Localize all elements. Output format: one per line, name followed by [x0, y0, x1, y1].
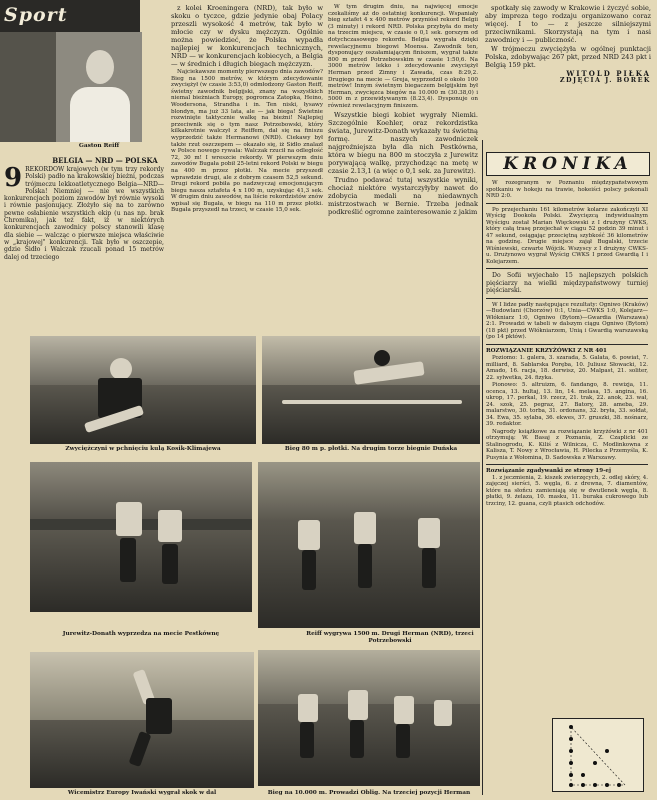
article-paragraph-5: Wszystkie biegi kobiet wygrały Niemki. Szczególnie Koehler, oraz rekordzistka świata, Jurewitz-Donath wykazały tu świetną formę. Z naszych zawodniczek najgroźniejsza była dla nich Pestkówna, która w biegu na 800 m stoczyła z Jurewitz porywającą walkę, przychodząc na metę w czasie 2.13,1 (a więc o 0,1 sek. za Jurewitz). — [328, 110, 478, 175]
article-paragraph-4: W tym drugim dniu, na najwięcej emocje czekaliśmy aż do ostatniej konkurencji. Wspaniały bieg sztafet 4 x 400 metrów przyniósł rekord Belgii (3 minuty) i rekord NRD. Polska przybyła do mety na trzecim miejscu, w czasie o 0,1 sek. gorszym od dotychczasowego rekordu. Belgia wygrała dzięki rewelacyjnemu biegowi Moensa. Zawodnik ten, dysponujący oszałamiającym finiszem, wygrał także 800 m przed Potrzebowskim w czasie 1:50,6. Na 3000 metrów lekko i zdecydowanie zwyciężył Herman przed Zimny i Zawada, czas 8:29,2. Drugiego na mecie — Greja, wyprzedził o około 100 metrów! Innym świetnym biegaczem belgijskim był Herman, zwycięzca biegów na 10.000 m (30.38,0) i 5000 m z przewidywanym (8.23,4). Dysponuje on również rewelacyjnym finiszem. — [328, 4, 478, 109]
caption-10000m: Bieg na 10.000 m. Prowadzi Oblig. Na trzeciej pozycji Herman — [267, 790, 471, 796]
photo-credit: ZDJĘCIA J. BOREK — [559, 76, 651, 85]
dot-triangle-icon — [553, 719, 643, 791]
article-paragraph-6: Trudno podawać tutaj wszystkie wyniki, chociaż niektóre wystarczyłyby nawet do zdobycia medali na niedawnych mistrzostwach w Bernie. Trzeba jednak podkreślić ogromne zainteresowanie z jakim — [328, 175, 478, 216]
article-column-3 — [328, 4, 478, 330]
portrait-photo — [56, 32, 142, 142]
kronika-item-3: Do Sofii wyjechało 15 najlepszych polskich pięściarzy na wielki międzypaństwowy turniej pięściarski. — [486, 272, 648, 294]
photo-10000m — [258, 650, 480, 786]
kronika-item-1: W rozegranym w Poznaniu międzypaństwowym spotkaniu w hokeju na trawie, hokeiści polscy pokonali NRD 2:0. — [486, 180, 648, 199]
caption-1500m: Reiff wygrywa 1500 m. Drugi Herman (NRD), trzeci Potrzebowski — [306, 631, 474, 644]
caption-long-jump: Wicemistrz Europy Iwański wygrał skok w dal — [67, 790, 217, 796]
photo-hurdles — [262, 336, 480, 444]
photo-long-jump — [30, 652, 254, 788]
article-paragraph-3: Najciekawsze momenty pierwszego dnia zawodów? Bieg na 1500 metrów, w którym zdecydowanie zwyciężył (w czasie 3:53,0) odmłodzony Gaston Reiff, świetny zawodnik belgijski, znany na wszystkich niemal bieżniach Europy, pogromca Zatopka, Heino, Woodersona, Strandha i in. Ten niski, łysawy blondyn, ma już 33 lata, ale — jak biega! Świetnie rozwinięte taktycznie walkę na bieżni! Najlepiej przeciwnik się o tym nasz Potrzebowski, który kilkakrotnie walczył z Reiffem, dał się na finiszu wyprzedzić także Hermanowi (NRD). Ciekawy był także rzut oszczepem — okazało się, iż Sidło znalazł w Polsce nowego rywala: Walczak rzucił na odległość 72, 30 m! I wreszcie rekordy. W pierwszym dniu zawodów Bugała pobił 25-letni rekord Polski w biegu na 400 m przez płotki. Na mecie przyszedł wprawdzie drugi, ale z dobrym czasem 52,5 sekund. Drugi rekord pobiła po nadzwyczaj emocjonującym biegu nasza sztafeta 4 x 100 m, uzyskując 41,3 sek. W drugim dniu zawodów, na liście rekordzistów znów wpisał się Bugała, w biegu na 110 m przez płotki. Bugała przyszedł na trzeci, w czasie 15,0 sek. — [171, 69, 323, 214]
article-paragraph-7: spotkały się zawody w Krakowie i życzyć sobie, aby impreza tego rodzaju organizowano coraz więcej. I to — z jeszcze silniejszymi przeciwnikami. Skorzystają na tym i nasi zawodnicy i — publiczność. — [485, 4, 651, 44]
caption-hurdles: Bieg 80 m p. płotki. Na drugim torze biegnie Duńska — [284, 446, 458, 452]
portrait-caption: Gaston Reiff — [78, 143, 120, 149]
article-author: WITOLD PIŁKA — [566, 69, 651, 78]
photo-1500m — [258, 462, 480, 628]
article-paragraph-8: W trójmeczu zwyciężyła w ogólnej punktacji Polska, zdobywając 267 pkt, przed NRD 243 pkt i Belgią 159 pkt. — [485, 45, 651, 69]
article-column-2 — [171, 4, 323, 330]
caption-shot-put: Zwyciężczyni w pchnięciu kulą Kosik-Klimajewa — [65, 446, 221, 452]
riddle-title: Rozwiązanie zgadywanki ze strony 19-ej — [486, 468, 611, 474]
riddle-solution: 1. z jeczmienia, 2. kiszek zwierzęcych, 2. odlej skóry, 4. zajęczej sierści, 5. węgla, 6. z drewna, 7. diamentów, które na słońcu zamieniają się w dwutlenek węgla, 8. płatki, 9. żelaza, 10. masku, 11. buraka cukrowego lub trzciny, 12. guana, czyli ptasich odchodów. — [486, 474, 648, 507]
kronika-title-box — [486, 152, 650, 176]
photo-800m-finish — [30, 462, 252, 612]
article-title: BELGIA — NRD — POLSKA — [52, 156, 158, 165]
drop-cap: 9 — [4, 166, 23, 193]
article-paragraph-1: REKORDÓW krajowych (w tym trzy rekordy Polski) padło na krakowskiej bieżni, podczas trójmeczu lekkoatletycznego Belgia—NRD—Polska! Niemniej — nie we wszystkich konkurencjach poziom zawodów był równie wysoki i równie pasjonujący. Złożyło się na to zarówno pewne osłabienie wszystkich ekip (u nas np. brak Chromika), jak też fakt, iż w niektórych konkurencjach zawodnicy polscy stanowili klasę dla siebie — walcząc o pierwsze miejsca właściwie w „krajowej" konkurencji. Tak było w oszczepie, gdzie Sidło i Walczak rzucali ponad 15 metrów dalej od trzeciego — [4, 166, 164, 261]
photo-shot-put — [30, 336, 256, 444]
kronika-title: KRONIKA — [503, 154, 633, 174]
kronika-item-4: W I lidze padły następujące rezultaty: Ogniwo (Kraków)—Budowlani (Chorzów) 0:1, Unia—CWKS 1:0, Kolejarz—Włókniarz 1:0, Ogniwo (Bytom)—Gwardia (Warszawa) 2:1. Prowadzi w tabeli w dalszym ciągu Ogniwo (Bytom) (18 pkt) przed Włókniarzem, Unią i Gwardią warszawską (po 14 pktów). — [486, 301, 648, 340]
article-paragraph-2: z kolei Kroeningera (NRD), tak było w skoku o tyczce, gdzie jedynie obaj Polacy przeszli wysokość 4 metrów, tak było w młocie czy w dysku mężczyzn. Ogólnie można powiedzieć, że Polska wypadła najlepiej w konkurencjach technicznych, NRD — w konkurencjach kobiecych, a Belgia — w średnich i długich biegach mężczyzn. — [171, 4, 323, 68]
article-column-1 — [4, 166, 164, 330]
crossword-prizes: Nagrody książkowe za rozwiązanie krzyżówki z nr 401 otrzymują: W. Basaj z Poznania, Z. Czaplicki ze Stalinogrodu, K. Kiliś z Wilnicza, C. Modlinkowna z Kalisza, T. Nowy z Wrocławia, H. Pilecka z Przemyśla, K. Pusynia z Wołomina, D. Sadowska z Warszawy. — [486, 428, 648, 461]
puzzle-diagram — [552, 718, 644, 792]
section-header — [0, 0, 140, 32]
crossword-solution-across: Poziomo: 1. galera, 3. szarada, 5. Galata, 6. powiat, 7. milliard, 8. Sablarska Poręba, 10. Juliusz Słowacki, 12. Amado, 16. racja, 18. derwisz, 20. Malpast, 21. soliter, 22. sylwetka, 24. fizyka. — [486, 355, 648, 381]
kronika-column — [486, 180, 648, 792]
caption-800m-finish: Jurewitz-Donath wyprzedza na mecie Pestkównę — [62, 631, 220, 637]
article-column-4 — [485, 4, 651, 124]
kronika-item-2: Po przejechaniu 161 kilometrów kolarze zakończyli XI Wyścig Dookoła Polski. Zwycięzcą indywidualnym Wyścigu został Marian Więckowski z I drużyny CWKS, który całą trasę przejechał w ciągu 52 godzin 39 minut i 47 sekund, osiągając przeciętną szybkość 36 kilometrów na godzinę. Drugie miejsce zajął Bugalski, trzecie Wiśniewski, czwarte Wójcik. Wszyscy z I drużyny CWKS-u. Drużynowo wygrał Wyścig CWKS I przed Gwardią I i Kolejarzem. — [486, 206, 648, 265]
crossword-solution-down: Pionowo: 5. altruizm, 6. fandango, 8. rewizja, 11. ocenca, 13. hultaj, 13. lin, 14. melasa, 15. angina, 16. ukrop, 17. perkal, 19. rzecz, 21. trak, 22. anok, 23. wał, 24. szok, 25. pegraz, 27. Batory, 28. ameba, 29. malarstwo, 30. torba, 31. ordonans, 32. bryła, 33. sołdat, 34. Ewa, 35. sylaba, 36. ekwes, 37. gruszki, 38. nośnarz, 39. redaktor. — [486, 382, 648, 427]
section-logo: Sport — [4, 4, 68, 26]
crossword-title: ROZWIĄZANIE KRZYŻÓWKI Z NR 401 — [486, 347, 607, 354]
